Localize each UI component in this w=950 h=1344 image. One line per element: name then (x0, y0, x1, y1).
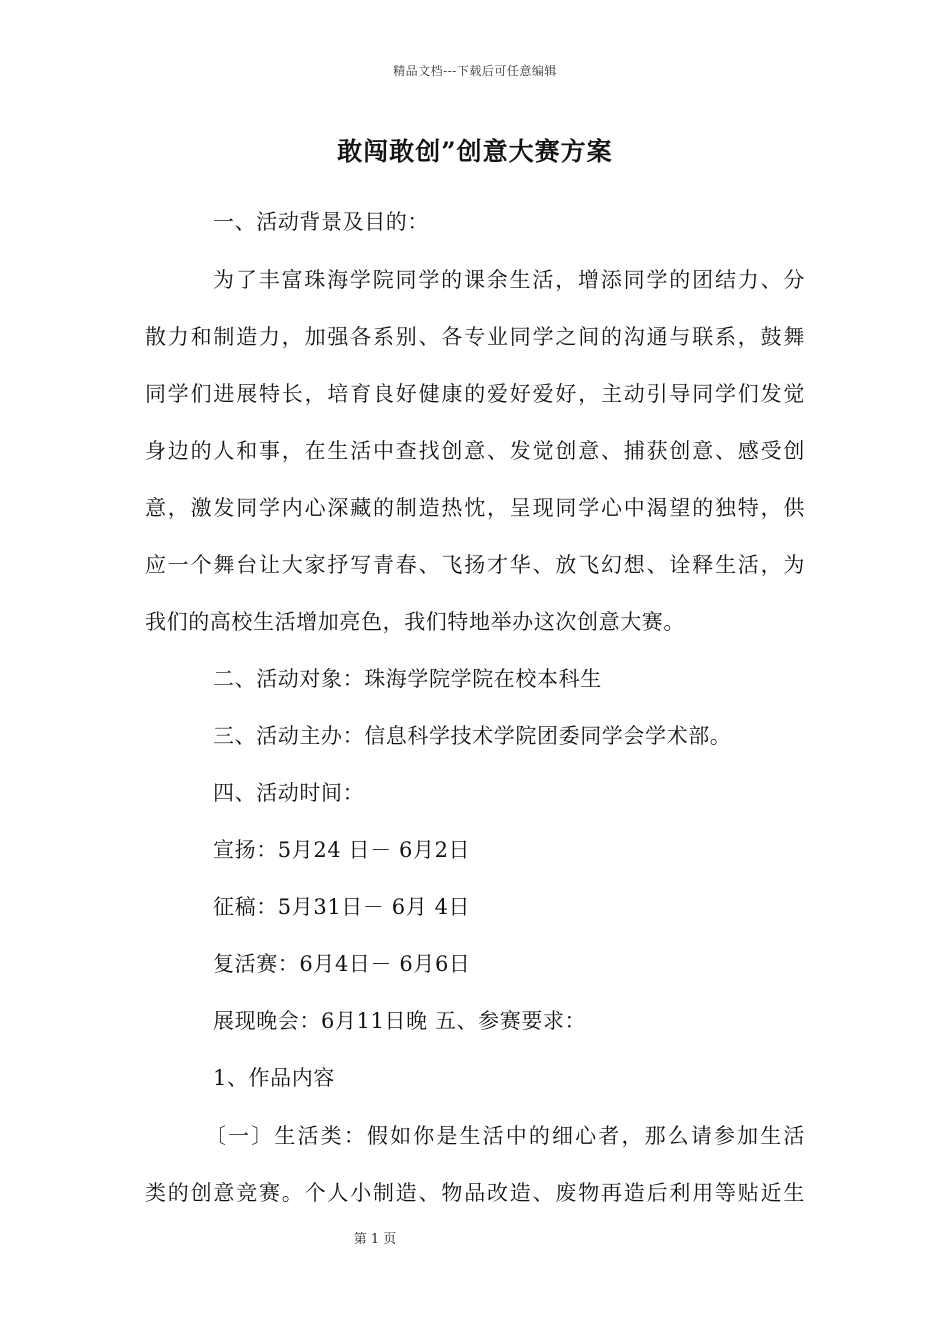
paragraph-line: 身边的人和事，在生活中查找创意、发觉创意、捕获创意、感受创 (145, 439, 805, 463)
schedule-item-repechage: 复活赛：6月4日－ 6月6日 (213, 952, 471, 976)
page-number: 第 1 页 (353, 1232, 397, 1247)
section-organizer: 三、活动主办：信息科学技术学院团委同学会学术部。 (213, 724, 732, 748)
section-heading-background: 一、活动背景及目的： (213, 210, 429, 234)
section-heading-time: 四、活动时间： (213, 781, 365, 805)
paragraph-line: 意，激发同学内心深藏的制造热忱，呈现同学心中渴望的独特，供 (145, 496, 805, 520)
schedule-item-submission: 征稿：5月31日－ 6月 4日 (213, 895, 471, 919)
section-target-audience: 二、活动对象：珠海学院学院在校本科生 (213, 667, 602, 691)
document-title: 敢闯敢创”创意大赛方案 (337, 137, 613, 166)
paragraph-line: 〔一〕生活类：假如你是生活中的细心者，那么请参加生活 (205, 1124, 805, 1148)
schedule-item-publicity: 宣扬：5月24 日－ 6月2日 (213, 838, 471, 862)
schedule-item-gala: 展现晚会：6月11日晚 五、参赛要求： (213, 1009, 587, 1033)
header-note: 精品文档---下载后可任意编辑 (393, 64, 557, 78)
paragraph-line: 散力和制造力，加强各系别、各专业同学之间的沟通与联系，鼓舞 (145, 325, 805, 349)
item-heading-content: 1、作品内容 (213, 1066, 335, 1090)
paragraph-line: 我们的高校生活增加亮色，我们特地举办这次创意大赛。 (145, 610, 685, 634)
paragraph-line: 应一个舞台让大家抒写青春、飞扬才华、放飞幻想、诠释生活，为 (145, 553, 805, 577)
paragraph-line: 类的创意竞赛。个人小制造、物品改造、废物再造后利用等贴近生 (145, 1181, 805, 1205)
paragraph-line: 同学们进展特长，培育良好健康的爱好爱好，主动引导同学们发觉 (145, 382, 805, 406)
paragraph-line: 为了丰富珠海学院同学的课余生活，增添同学的团结力、分 (213, 268, 805, 292)
